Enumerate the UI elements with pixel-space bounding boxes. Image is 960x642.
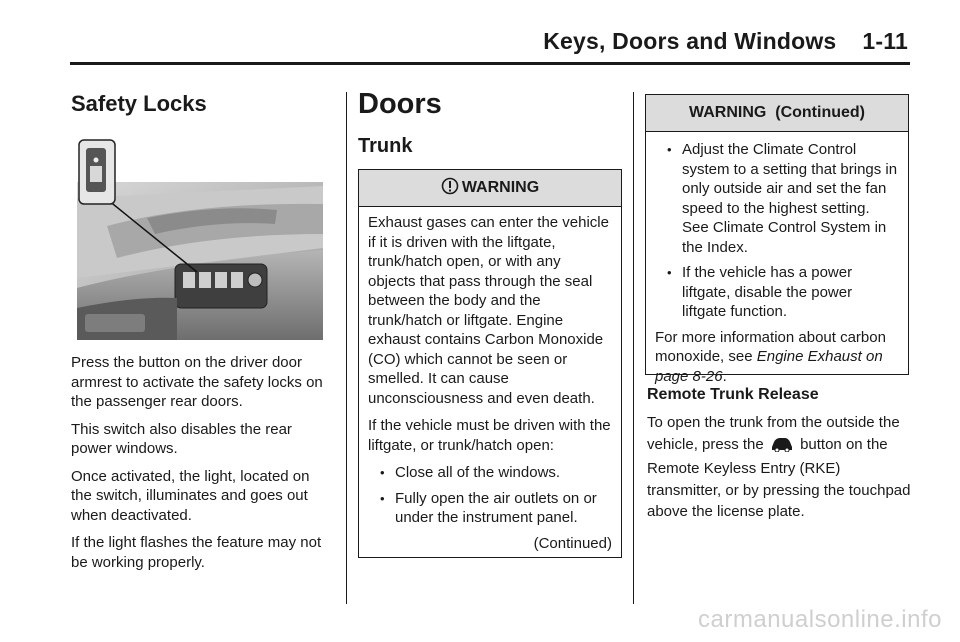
warning-box-header: [359, 170, 621, 207]
trunk-subheading: Trunk: [358, 135, 413, 157]
more-info-text: For more information about carbon monoxide, see Engine Exhaust on page 8-26.: [655, 328, 886, 385]
door-panel-window-switch-illustration: [77, 138, 323, 340]
watermark: carmanualsonline.info: [698, 606, 942, 633]
warning-continued-header: WARNING (Continued): [646, 95, 908, 132]
warning-continued-bullet: • Adjust the Climate Control system to a setting that brings in only outside air and set the fan speed to the highest setting. See Climate Control System in the Index.: [667, 141, 898, 256]
page-header: [543, 28, 908, 55]
warning-triangle-icon: [441, 173, 459, 209]
warning-bullet: • Fully open the air outlets on or under the instrument panel.: [380, 489, 597, 526]
safety-locks-para-2: This switch also disables the rear power windows.: [71, 420, 292, 457]
safety-locks-body: [71, 353, 333, 572]
warning-para-1: Exhaust gases can enter the vehicle if it is driven with the liftgate, trunk/hatch open, or with any objects that pass through the seal between the body and the trunk/hatch or liftgate. Engine exhaust contains Carbon Monoxide (CO) which cannot be seen or smelled. It can cause unconsciousness and even death.: [368, 214, 609, 407]
door-panel-figure: [77, 138, 323, 340]
safety-locks-para-4: If the light flashes the feature may not be working properly.: [71, 534, 322, 571]
warning-bullet: • Close all of the windows.: [380, 464, 561, 481]
warning-continued-bullet: • If the vehicle has a power liftgate, disable the power liftgate function.: [667, 264, 853, 320]
warning-title: WARNING: [461, 179, 540, 196]
car-trunk-icon: [770, 436, 794, 459]
header-rule: [70, 62, 910, 65]
column-divider-right: [633, 92, 634, 604]
remote-trunk-release-heading: Remote Trunk Release: [647, 386, 819, 403]
doors-heading: Doors: [358, 88, 442, 120]
engine-exhaust-reference: Engine Exhaust on page 8-26: [655, 348, 883, 385]
safety-locks-para-1: Press the button on the driver door armrest to activate the safety locks on the passenger rear doors.: [71, 354, 323, 410]
column-divider-left: [346, 92, 347, 604]
safety-locks-heading: Safety Locks: [71, 91, 207, 116]
header-title: Keys, Doors and Windows: [543, 28, 837, 54]
warning-para-2: If the vehicle must be driven with the liftgate, or trunk/hatch open:: [368, 417, 611, 454]
page-number: 1-11: [862, 28, 908, 54]
safety-locks-para-3: Once activated, the light, located on the switch, illuminates and goes out when deactivated.: [71, 467, 310, 524]
warning-continued-box: [645, 94, 909, 385]
warning-box: [358, 169, 622, 558]
continued-label: (Continued): [533, 534, 612, 552]
remote-trunk-release-text: To open the trunk from the outside the vehicle, press the button on the Remote Keyless Entry (RKE) transmitter, or by pressing the touchpad above the license plate.: [647, 414, 911, 520]
